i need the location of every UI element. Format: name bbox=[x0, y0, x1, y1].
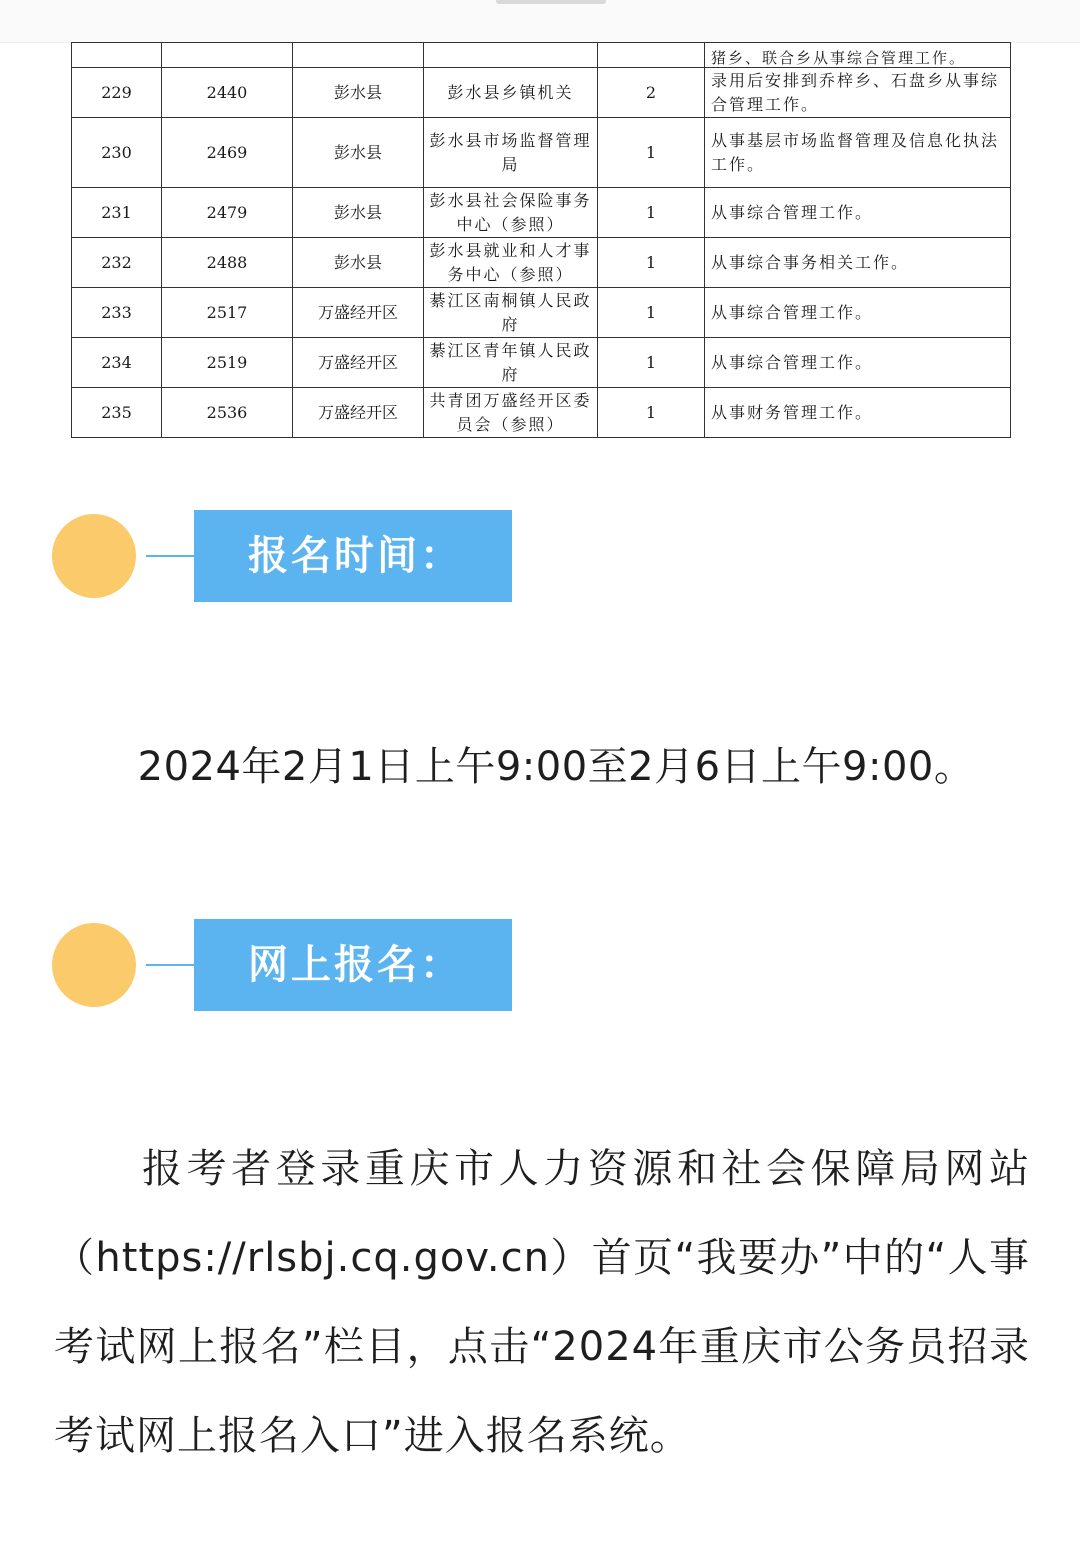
cell-no bbox=[72, 43, 162, 68]
cell-district: 彭水县 bbox=[293, 118, 424, 188]
cell-unit: 彭水县社会保险事务中心（参照） bbox=[424, 188, 598, 238]
table-row bbox=[72, 188, 1011, 238]
cell-unit: 共青团万盛经开区委员会（参照） bbox=[424, 388, 598, 438]
heading-label: 网上报名： bbox=[194, 919, 512, 1011]
cell-count: 1 bbox=[598, 238, 705, 288]
cell-unit: 綦江区南桐镇人民政府 bbox=[424, 288, 598, 338]
cell-count: 1 bbox=[598, 288, 705, 338]
positions-table bbox=[71, 42, 1011, 438]
cell-no: 234 bbox=[72, 338, 162, 388]
table-row bbox=[72, 238, 1011, 288]
cell-unit: 彭水县就业和人才事务中心（参照） bbox=[424, 238, 598, 288]
cell-district: 彭水县 bbox=[293, 68, 424, 118]
cell-unit: 彭水县市场监督管理局 bbox=[424, 118, 598, 188]
cell-code: 2536 bbox=[162, 388, 293, 438]
title-sliver bbox=[496, 0, 606, 4]
circle-icon bbox=[52, 514, 136, 598]
cell-no: 229 bbox=[72, 68, 162, 118]
cell-duty: 从事综合管理工作。 bbox=[705, 338, 1011, 388]
cell-district: 彭水县 bbox=[293, 188, 424, 238]
cell-code: 2469 bbox=[162, 118, 293, 188]
circle-icon bbox=[52, 923, 136, 1007]
cell-no: 231 bbox=[72, 188, 162, 238]
cell-code: 2517 bbox=[162, 288, 293, 338]
cell-duty: 从事综合事务相关工作。 bbox=[705, 238, 1011, 288]
online-signup-heading bbox=[52, 919, 522, 1011]
cell-district: 彭水县 bbox=[293, 238, 424, 288]
table-row bbox=[72, 288, 1011, 338]
cell-duty: 猪乡、联合乡从事综合管理工作。 bbox=[705, 43, 1011, 68]
cell-code: 2440 bbox=[162, 68, 293, 118]
cell-count bbox=[598, 43, 705, 68]
cell-no: 232 bbox=[72, 238, 162, 288]
cell-unit: 彭水县乡镇机关 bbox=[424, 68, 598, 118]
top-bar bbox=[0, 0, 1080, 43]
cell-count: 1 bbox=[598, 188, 705, 238]
cell-no: 235 bbox=[72, 388, 162, 438]
table-row bbox=[72, 338, 1011, 388]
heading-label: 报名时间： bbox=[194, 510, 512, 602]
online-signup-paragraph: 报考者登录重庆市人力资源和社会保障局网站（https://rlsbj.cq.gov.cn）首页“我要办”中的“人事考试网上报名”栏目，点击“2024年重庆市公务员招录考试网上报名入口”进入报名系统。 bbox=[54, 1146, 1030, 1459]
cell-code: 2519 bbox=[162, 338, 293, 388]
cell-code bbox=[162, 43, 293, 68]
cell-count: 1 bbox=[598, 118, 705, 188]
cell-duty: 从事综合管理工作。 bbox=[705, 188, 1011, 238]
cell-district: 万盛经开区 bbox=[293, 288, 424, 338]
cell-unit bbox=[424, 43, 598, 68]
cell-duty: 录用后安排到乔梓乡、石盘乡从事综合管理工作。 bbox=[705, 68, 1011, 118]
cell-duty: 从事财务管理工作。 bbox=[705, 388, 1011, 438]
table-row bbox=[72, 118, 1011, 188]
cell-code: 2488 bbox=[162, 238, 293, 288]
cell-count: 1 bbox=[598, 388, 705, 438]
table-row bbox=[72, 68, 1011, 118]
cell-district: 万盛经开区 bbox=[293, 388, 424, 438]
signup-time-heading bbox=[52, 510, 522, 602]
cell-district bbox=[293, 43, 424, 68]
cell-no: 230 bbox=[72, 118, 162, 188]
cell-duty: 从事综合管理工作。 bbox=[705, 288, 1011, 338]
signup-time-text: 2024年2月1日上午9:00至2月6日上午9:00。 bbox=[137, 744, 975, 790]
cell-count: 1 bbox=[598, 338, 705, 388]
table-row bbox=[72, 388, 1011, 438]
cell-duty: 从事基层市场监督管理及信息化执法工作。 bbox=[705, 118, 1011, 188]
cell-no: 233 bbox=[72, 288, 162, 338]
cell-count: 2 bbox=[598, 68, 705, 118]
table-row-cut bbox=[72, 43, 1011, 68]
cell-district: 万盛经开区 bbox=[293, 338, 424, 388]
cell-unit: 綦江区青年镇人民政府 bbox=[424, 338, 598, 388]
cell-code: 2479 bbox=[162, 188, 293, 238]
